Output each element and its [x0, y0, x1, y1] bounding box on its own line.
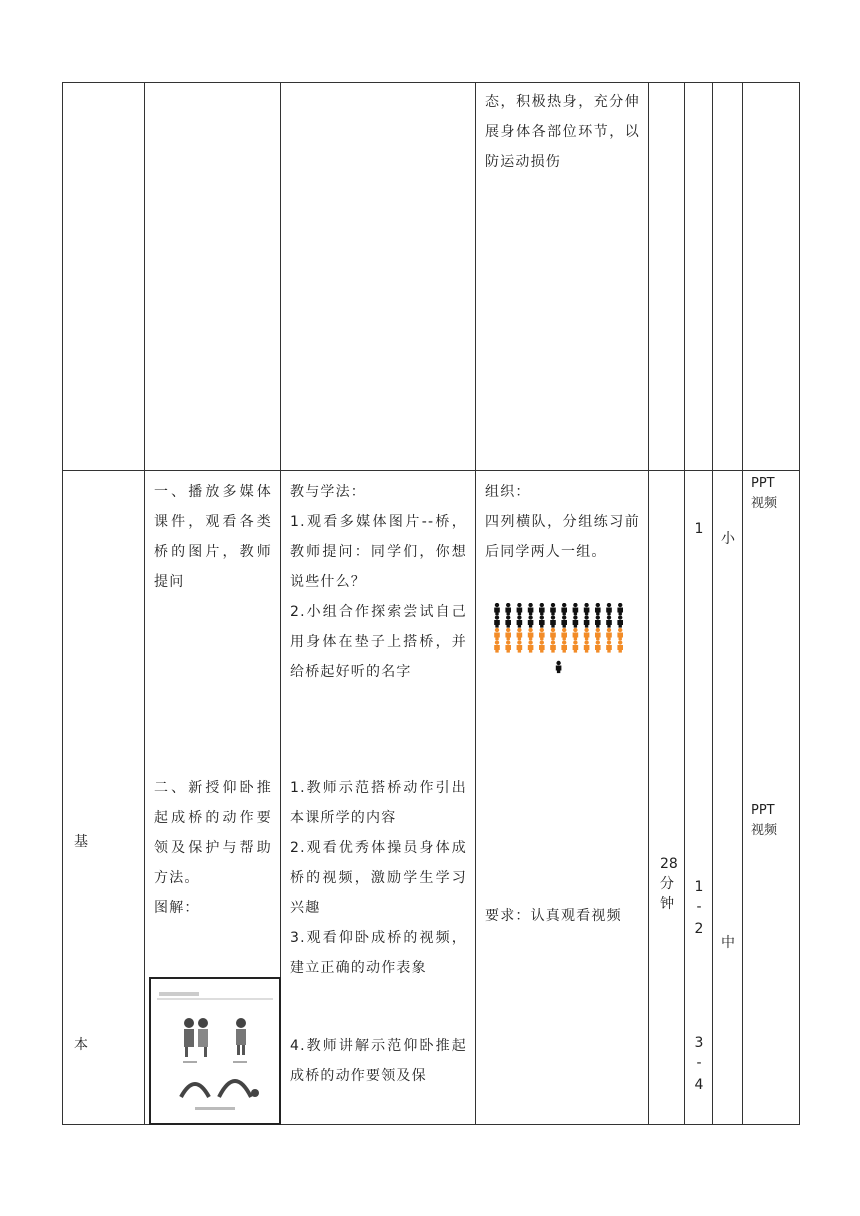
- time-unit-2: 钟: [660, 896, 674, 912]
- student-figure: [494, 640, 500, 652]
- method-item-6: 4.教师讲解示范仰卧推起成桥的动作要领及保: [290, 1038, 467, 1084]
- diagram-label: 图解：: [154, 900, 200, 916]
- student-figure: [494, 615, 500, 627]
- cell-count: [685, 83, 713, 471]
- student-figure: [561, 640, 567, 652]
- cell-intensity: [713, 471, 743, 1125]
- student-figure: [550, 628, 556, 640]
- count-2-start: 1: [694, 879, 704, 895]
- method-heading: 教与学法：: [290, 484, 366, 500]
- student-figure: [606, 640, 612, 652]
- part-label-top: 基: [74, 834, 88, 850]
- student-figure: [617, 628, 623, 640]
- student-figure: [595, 640, 601, 652]
- cell-method: [281, 83, 476, 471]
- method-item-2: 2.小组合作探索尝试自己用身体在垫子上搭桥，并给桥起好听的名字: [290, 604, 467, 680]
- cell-time: [649, 471, 685, 1125]
- count-2-end: 2: [694, 921, 704, 937]
- student-figure: [505, 640, 511, 652]
- student-figure: [517, 615, 523, 627]
- student-figure: [528, 640, 534, 652]
- student-figure: [561, 615, 567, 627]
- student-figure: [539, 603, 545, 615]
- student-figure: [505, 615, 511, 627]
- student-figure: [584, 628, 590, 640]
- student-figure: [606, 628, 612, 640]
- count-3-end: 4: [694, 1077, 704, 1093]
- cell-media: [743, 83, 800, 471]
- student-figure: [606, 603, 612, 615]
- bridge-diagram-image: [149, 977, 281, 1125]
- cell-content: [145, 83, 281, 471]
- cell-content: [145, 471, 281, 1125]
- student-figure: [539, 640, 545, 652]
- student-figure: [550, 603, 556, 615]
- count-3-start: 3: [694, 1035, 704, 1051]
- student-figure: [573, 615, 579, 627]
- method-item-1: 1.观看多媒体图片--桥，教师提问：同学们，你想说些什么？: [290, 514, 467, 590]
- cell-part: [63, 83, 145, 471]
- cell-count: [685, 471, 713, 1125]
- student-figure: [595, 628, 601, 640]
- count-1: 1: [694, 521, 704, 537]
- student-figure: [539, 628, 545, 640]
- student-figure: [584, 615, 590, 627]
- time-unit-1: 分: [660, 876, 674, 892]
- media-ppt-2: PPT: [751, 803, 775, 818]
- method-item-3: 1.教师示范搭桥动作引出本课所学的内容: [290, 780, 467, 826]
- warmup-note: 态，积极热身，充分伸展身体各部位环节，以防运动损伤: [485, 94, 640, 170]
- count-2-dash: -: [696, 899, 702, 915]
- student-figure: [573, 628, 579, 640]
- student-figure: [617, 615, 623, 627]
- cell-part: [63, 471, 145, 1125]
- student-figure: [494, 603, 500, 615]
- student-figure: [494, 628, 500, 640]
- student-figure: [550, 640, 556, 652]
- student-figure: [573, 603, 579, 615]
- intensity-medium: 中: [721, 935, 735, 951]
- media-video-2: 视频: [751, 823, 778, 838]
- bridge-illustration-icon: [151, 979, 279, 1123]
- student-figure: [550, 615, 556, 627]
- lesson-plan-table: [62, 82, 800, 1125]
- cell-organization: [476, 83, 649, 471]
- student-figure: [528, 603, 534, 615]
- content-item-1: 一、播放多媒体课件，观看各类桥的图片，教师提问: [154, 484, 272, 590]
- student-figure: [561, 628, 567, 640]
- part-label-bottom: 本: [74, 1037, 88, 1053]
- student-figure: [584, 640, 590, 652]
- organization-text: 四列横队，分组练习前后同学两人一组。: [485, 514, 640, 560]
- student-figure: [528, 628, 534, 640]
- student-figure: [517, 640, 523, 652]
- student-figure: [505, 603, 511, 615]
- student-figure: [573, 640, 579, 652]
- cell-intensity: [713, 83, 743, 471]
- cell-method: [281, 471, 476, 1125]
- student-figure: [617, 603, 623, 615]
- table-row: [63, 471, 800, 1125]
- count-3-dash: -: [696, 1055, 702, 1071]
- method-item-4: 2.观看优秀体操员身体成桥的视频，激励学生学习兴趣: [290, 840, 467, 916]
- student-figure: [606, 615, 612, 627]
- time-value: 28: [660, 856, 678, 872]
- formation-svg: [493, 603, 633, 703]
- table-row: [63, 83, 800, 471]
- student-figure: [595, 615, 601, 627]
- student-figure: [617, 640, 623, 652]
- student-figure: [561, 603, 567, 615]
- student-figure: [595, 603, 601, 615]
- formation-diagram: [493, 603, 633, 703]
- teacher-figure: [556, 661, 562, 673]
- cell-media: [743, 471, 800, 1125]
- student-figure: [517, 603, 523, 615]
- organization-label: 组织：: [485, 484, 531, 500]
- cell-organization: [476, 471, 649, 1125]
- cell-time: [649, 83, 685, 471]
- requirement-text: 要求：认真观看视频: [485, 908, 622, 924]
- student-figure: [539, 615, 545, 627]
- method-item-5: 3.观看仰卧成桥的视频，建立正确的动作表象: [290, 930, 467, 976]
- student-figure: [584, 603, 590, 615]
- intensity-low: 小: [721, 531, 735, 547]
- student-figure: [517, 628, 523, 640]
- student-figure: [528, 615, 534, 627]
- media-video-1: 视频: [751, 496, 778, 511]
- content-item-2: 二、新授仰卧推起成桥的动作要领及保护与帮助方法。: [154, 780, 272, 886]
- student-figure: [505, 628, 511, 640]
- media-ppt-1: PPT: [751, 476, 775, 491]
